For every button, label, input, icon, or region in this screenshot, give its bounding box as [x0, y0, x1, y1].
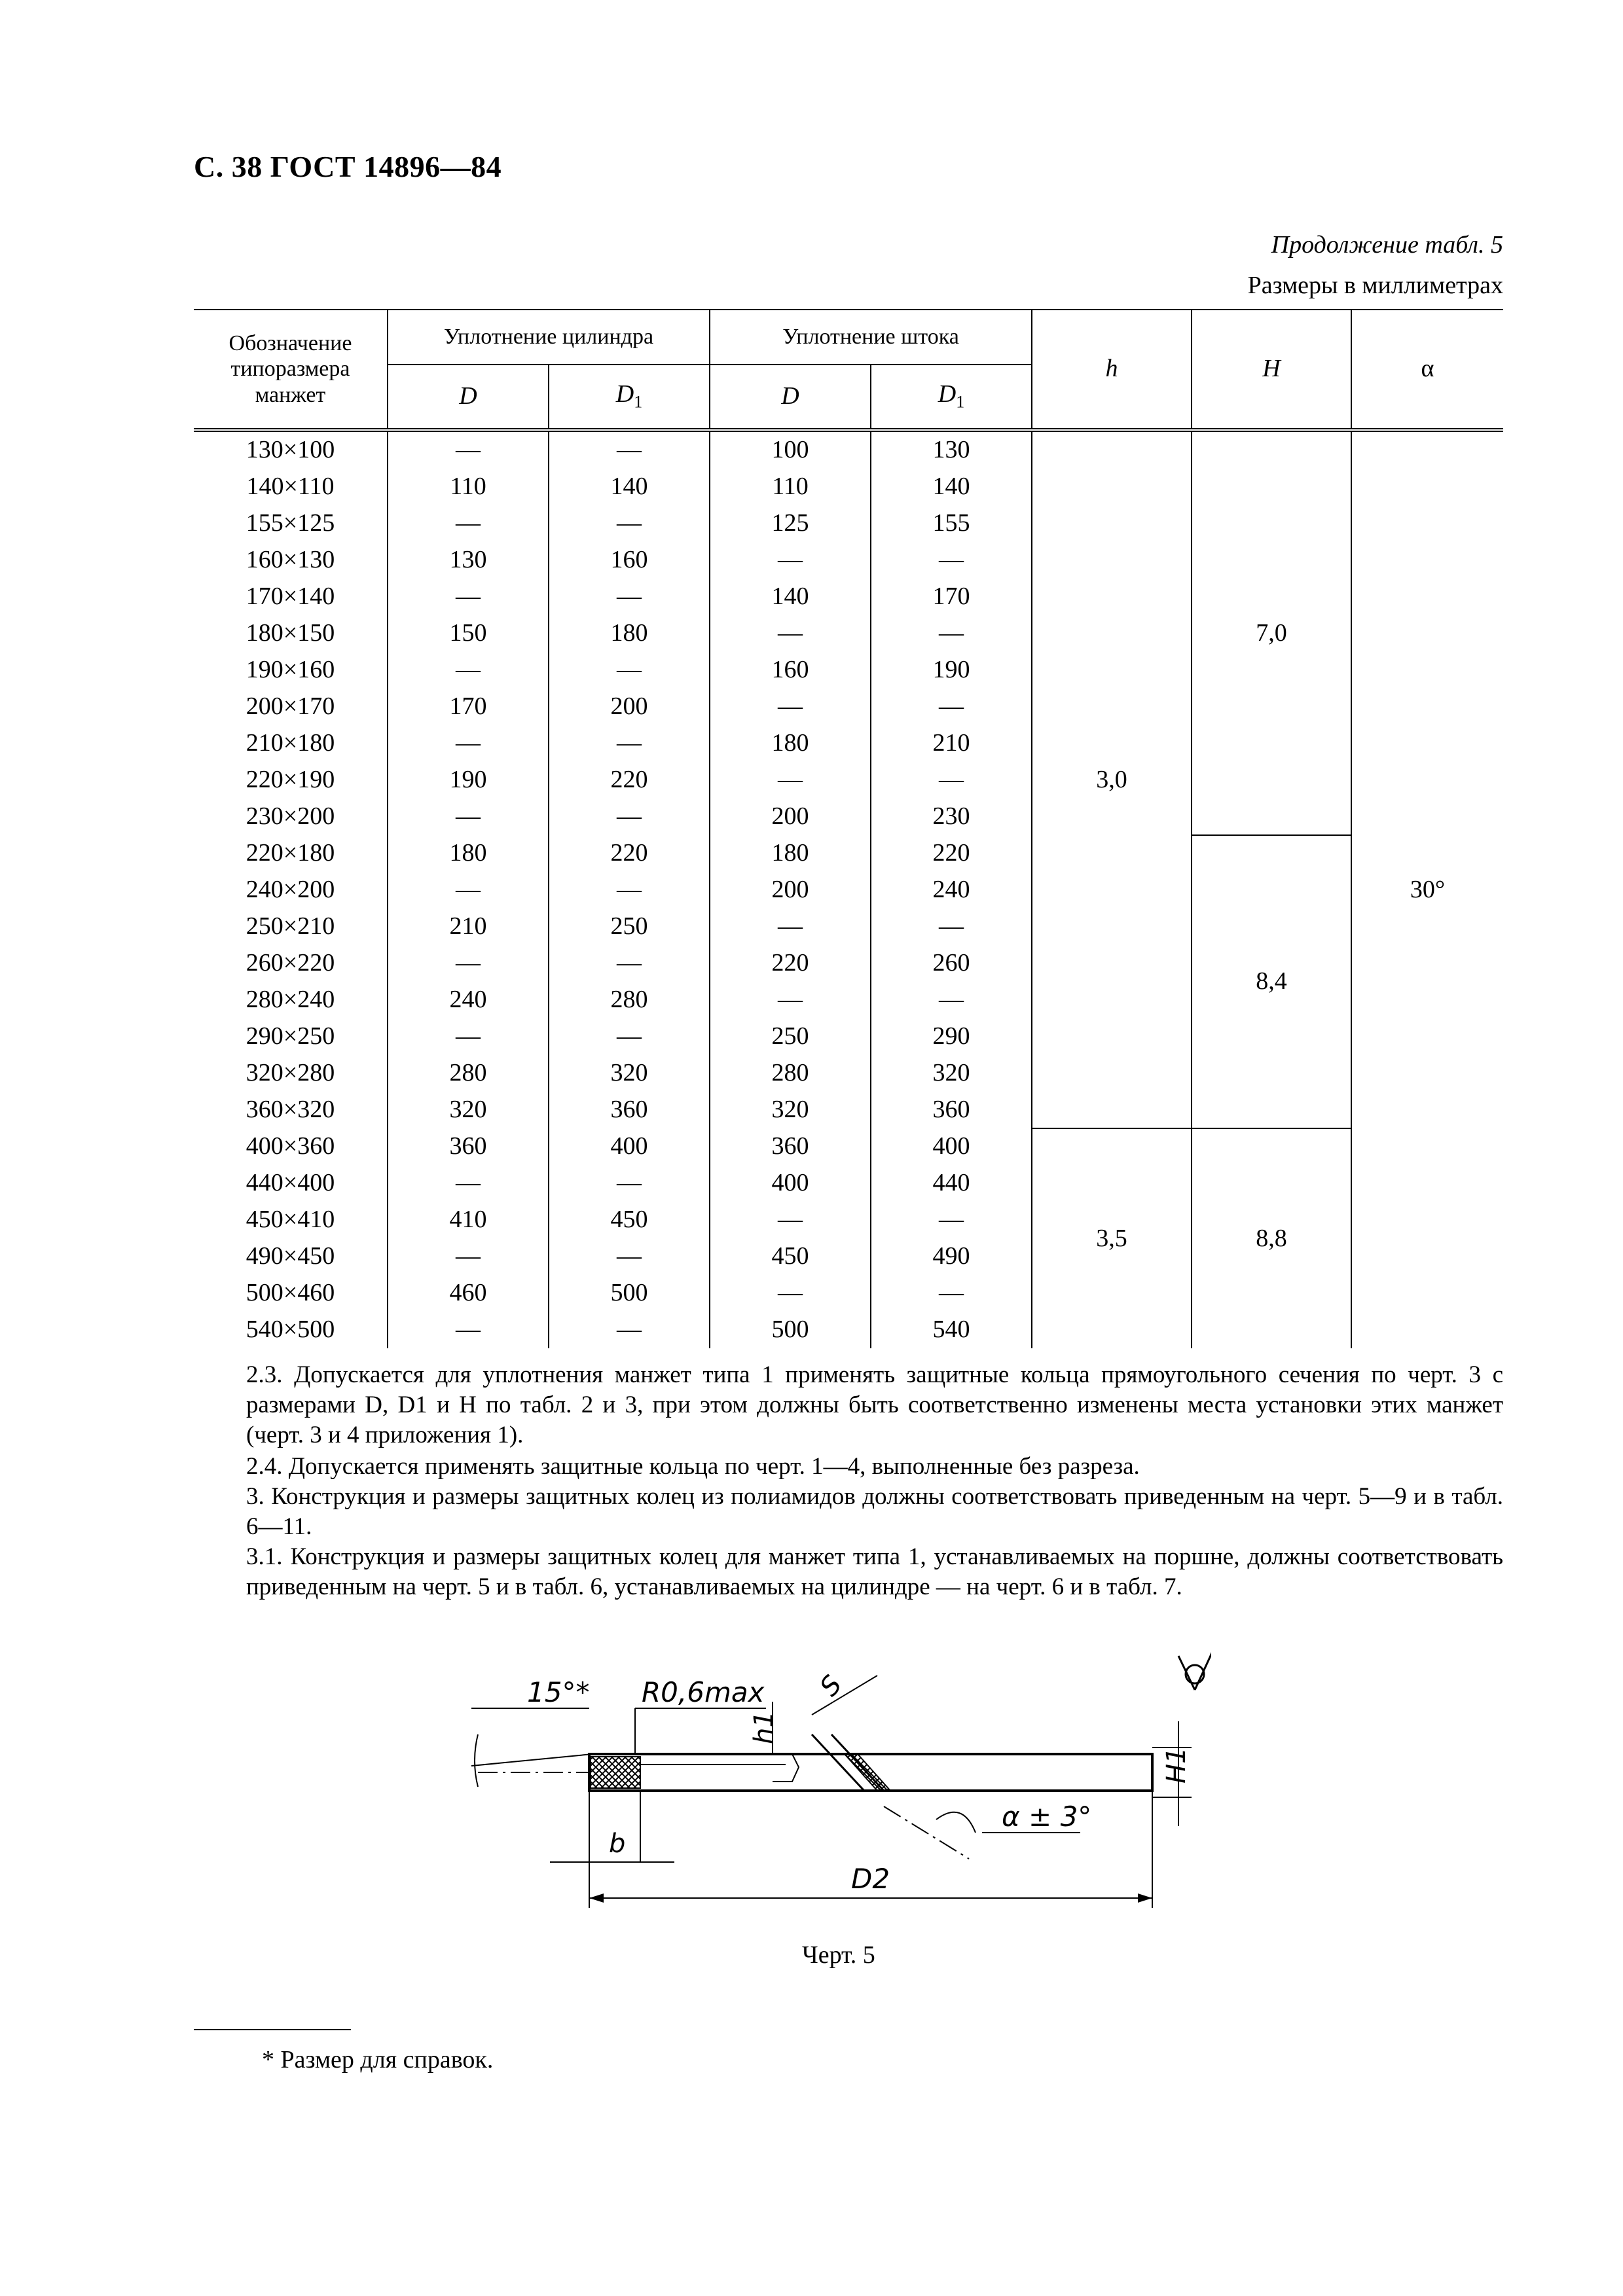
cell-alpha: 30° — [1410, 876, 1446, 904]
cell-rod-D: — — [710, 908, 871, 945]
figure-caption: Черт. 5 — [802, 1941, 875, 1969]
cell-cylinder-D1: — — [549, 1018, 710, 1055]
cell-cylinder-D1: — — [549, 430, 710, 469]
cell-cylinder-D1: 160 — [549, 542, 710, 579]
cell-rod-D1: 540 — [871, 1312, 1032, 1348]
cell-cylinder-D1: — — [549, 725, 710, 762]
cell-rod-D: 250 — [710, 1018, 871, 1055]
cell-designation: 180×150 — [194, 615, 388, 652]
cell-rod-D: 220 — [710, 945, 871, 982]
cell-cylinder-D: — — [388, 798, 549, 835]
cell-rod-D: 320 — [710, 1092, 871, 1128]
cell-cylinder-D: — — [388, 579, 549, 615]
cell-rod-D1: 400 — [871, 1128, 1032, 1165]
header-cylinder-seal: Уплотнение цилиндра — [388, 310, 710, 365]
footnote-divider — [194, 2029, 351, 2030]
cell-rod-D1: — — [871, 689, 1032, 725]
footnote: * Размер для справок. — [262, 2046, 494, 2073]
cell-cylinder-D: 320 — [388, 1092, 549, 1128]
cell-cylinder-D: 190 — [388, 762, 549, 798]
cell-cylinder-D: 180 — [388, 835, 549, 872]
cell-rod-D1: 230 — [871, 798, 1032, 835]
cell-rod-D1: 320 — [871, 1055, 1032, 1092]
cell-cylinder-D1: 400 — [549, 1128, 710, 1165]
radius-label: R0,6max — [642, 1676, 765, 1708]
cell-cylinder-D1: 250 — [549, 908, 710, 945]
cell-rod-D1: 210 — [871, 725, 1032, 762]
header-H: H — [1192, 310, 1351, 430]
cell-rod-D: — — [710, 982, 871, 1018]
cell-rod-D1: — — [871, 762, 1032, 798]
cell-rod-D: 200 — [710, 798, 871, 835]
page-title: С. 38 ГОСТ 14896—84 — [194, 150, 502, 183]
cell-rod-D1: 190 — [871, 652, 1032, 689]
cell-H-group: 8,8 — [1192, 1128, 1351, 1348]
cell-rod-D1: 490 — [871, 1238, 1032, 1275]
header-rod-seal: Уплотнение штока — [710, 310, 1032, 365]
cell-rod-D1: 240 — [871, 872, 1032, 908]
cell-H-group: 7,0 — [1192, 430, 1351, 835]
cell-designation: 500×460 — [194, 1275, 388, 1312]
H1-label: H1 — [1161, 1747, 1192, 1784]
cell-designation: 170×140 — [194, 579, 388, 615]
cell-rod-D1: — — [871, 982, 1032, 1018]
cell-cylinder-D: — — [388, 945, 549, 982]
cell-rod-D: 400 — [710, 1165, 871, 1202]
cell-cylinder-D: — — [388, 1312, 549, 1348]
cell-cylinder-D: — — [388, 1165, 549, 1202]
cell-rod-D: 180 — [710, 725, 871, 762]
cell-cylinder-D: 360 — [388, 1128, 549, 1165]
cell-cylinder-D: — — [388, 505, 549, 542]
paragraph-3: 3. Конструкция и размеры защитных колец из полиамидов должны соответствовать приведенным на черт. 5—9 и в табл. 6—11. — [246, 1483, 1503, 1540]
cell-cylinder-D: — — [388, 1238, 549, 1275]
cell-cylinder-D1: 280 — [549, 982, 710, 1018]
cell-cylinder-D: 130 — [388, 542, 549, 579]
cell-designation: 490×450 — [194, 1238, 388, 1275]
cell-designation: 320×280 — [194, 1055, 388, 1092]
cell-cylinder-D: — — [388, 1018, 549, 1055]
cell-rod-D1: — — [871, 1202, 1032, 1238]
cell-cylinder-D: — — [388, 430, 549, 469]
cell-rod-D: 110 — [710, 469, 871, 505]
cell-rod-D1: — — [871, 908, 1032, 945]
cell-cylinder-D: — — [388, 652, 549, 689]
cell-cylinder-D: — — [388, 872, 549, 908]
roughness-symbol-icon — [1178, 1640, 1211, 1690]
cell-cylinder-D: 210 — [388, 908, 549, 945]
header-cyl-D1: $D_1$ — [549, 365, 710, 430]
cell-rod-D1: 440 — [871, 1165, 1032, 1202]
ring-section — [589, 1734, 1152, 1791]
cell-designation: 440×400 — [194, 1165, 388, 1202]
angle-15-label: 15°* — [527, 1676, 590, 1708]
cell-cylinder-D1: — — [549, 945, 710, 982]
header-h: h — [1032, 310, 1192, 430]
cell-designation: 140×110 — [194, 469, 388, 505]
cell-cylinder-D1: 450 — [549, 1202, 710, 1238]
cell-designation: 155×125 — [194, 505, 388, 542]
cell-rod-D: — — [710, 1275, 871, 1312]
cell-cylinder-D: 460 — [388, 1275, 549, 1312]
cell-cylinder-D1: 180 — [549, 615, 710, 652]
cell-designation: 290×250 — [194, 1018, 388, 1055]
cell-rod-D: — — [710, 1202, 871, 1238]
cell-rod-D1: 170 — [871, 579, 1032, 615]
header-rod-D1: $D_1$ — [871, 365, 1032, 430]
cell-designation: 210×180 — [194, 725, 388, 762]
cell-cylinder-D1: 140 — [549, 469, 710, 505]
cell-rod-D1: 155 — [871, 505, 1032, 542]
cell-rod-D1: 360 — [871, 1092, 1032, 1128]
cell-cylinder-D1: — — [549, 579, 710, 615]
cell-rod-D: 180 — [710, 835, 871, 872]
cell-rod-D1: 130 — [871, 430, 1032, 469]
h1-label: h1 — [749, 1711, 779, 1744]
cell-cylinder-D1: 360 — [549, 1092, 710, 1128]
cell-rod-D: 200 — [710, 872, 871, 908]
cell-designation: 540×500 — [194, 1312, 388, 1348]
D2-label: D2 — [851, 1863, 890, 1895]
cell-designation: 400×360 — [194, 1128, 388, 1165]
cell-rod-D: 360 — [710, 1128, 871, 1165]
table-row — [194, 430, 1503, 469]
cell-cylinder-D: — — [388, 725, 549, 762]
paragraph-3-1: 3.1. Конструкция и размеры защитных колец для манжет типа 1, устанавливаемых на поршне, должны соответствовать приведенным на черт. 5 и в табл. 6, устанавливаемых на цилиндре — на черт. 6 и в табл. 7. — [246, 1543, 1503, 1600]
table-units-label: Размеры в миллиметрах — [1247, 272, 1503, 299]
cell-rod-D: — — [710, 762, 871, 798]
header-cyl-D: D — [388, 365, 549, 430]
cell-rod-D: 100 — [710, 430, 871, 469]
cell-cylinder-D1: 220 — [549, 762, 710, 798]
cell-cylinder-D1: — — [549, 1238, 710, 1275]
cell-rod-D1: 290 — [871, 1018, 1032, 1055]
cell-cylinder-D1: 200 — [549, 689, 710, 725]
header-rod-D: D — [710, 365, 871, 430]
cell-h-group: 3,0 — [1032, 430, 1192, 1128]
table-row — [194, 835, 1503, 872]
cell-rod-D: 160 — [710, 652, 871, 689]
cell-designation: 220×190 — [194, 762, 388, 798]
alpha-tolerance-label: α ± 3° — [1002, 1801, 1092, 1833]
cell-designation: 200×170 — [194, 689, 388, 725]
cell-H-group: 8,4 — [1192, 835, 1351, 1128]
header-designation: Обозначение типоразмера манжет — [194, 310, 388, 430]
cell-designation: 220×180 — [194, 835, 388, 872]
table-continuation-label: Продолжение табл. 5 — [1271, 231, 1503, 259]
cell-designation: 130×100 — [194, 430, 388, 469]
cell-rod-D: 140 — [710, 579, 871, 615]
cell-cylinder-D: 240 — [388, 982, 549, 1018]
cell-cylinder-D1: 500 — [549, 1275, 710, 1312]
header-alpha: α — [1351, 310, 1503, 430]
cell-rod-D: 450 — [710, 1238, 871, 1275]
cell-cylinder-D: 410 — [388, 1202, 549, 1238]
cell-designation: 280×240 — [194, 982, 388, 1018]
cell-designation: 160×130 — [194, 542, 388, 579]
cell-designation: 230×200 — [194, 798, 388, 835]
cell-rod-D: 500 — [710, 1312, 871, 1348]
cell-designation: 190×160 — [194, 652, 388, 689]
cell-designation: 260×220 — [194, 945, 388, 982]
cell-cylinder-D1: — — [549, 1165, 710, 1202]
cell-cylinder-D1: 320 — [549, 1055, 710, 1092]
cell-cylinder-D: 170 — [388, 689, 549, 725]
s-label: S — [814, 1670, 848, 1702]
cell-cylinder-D1: — — [549, 505, 710, 542]
cell-rod-D: — — [710, 689, 871, 725]
cell-rod-D1: — — [871, 615, 1032, 652]
cell-cylinder-D: 280 — [388, 1055, 549, 1092]
cell-cylinder-D1: — — [549, 652, 710, 689]
cell-rod-D1: — — [871, 542, 1032, 579]
cell-rod-D1: 140 — [871, 469, 1032, 505]
cell-h-group: 3,5 — [1032, 1128, 1192, 1348]
cell-cylinder-D1: 220 — [549, 835, 710, 872]
paragraph-2-4: 2.4. Допускается применять защитные кольца по черт. 1—4, выполненные без разреза. — [246, 1453, 1140, 1480]
cell-rod-D: 280 — [710, 1055, 871, 1092]
cell-rod-D1: 260 — [871, 945, 1032, 982]
cell-cylinder-D1: — — [549, 1312, 710, 1348]
cell-designation: 240×200 — [194, 872, 388, 908]
cell-rod-D: — — [710, 542, 871, 579]
cell-cylinder-D1: — — [549, 798, 710, 835]
table-row — [194, 1128, 1503, 1165]
cell-designation: 250×210 — [194, 908, 388, 945]
cell-rod-D: — — [710, 615, 871, 652]
b-label: b — [609, 1829, 626, 1859]
cell-rod-D1: — — [871, 1275, 1032, 1312]
dimensions-table — [194, 309, 1503, 1348]
cell-cylinder-D: 150 — [388, 615, 549, 652]
cell-cylinder-D1: — — [549, 872, 710, 908]
cell-designation: 360×320 — [194, 1092, 388, 1128]
cell-rod-D1: 220 — [871, 835, 1032, 872]
paragraph-2-3: 2.3. Допускается для уплотнения манжет типа 1 применять защитные кольца прямоугольного сечения по черт. 3 с размерами D, D1 и H по табл. 2 и 3, при этом должны быть соответственно изменены места установки этих манжет (черт. 3 и 4 приложения 1). — [246, 1361, 1503, 1448]
cell-rod-D: 125 — [710, 505, 871, 542]
protective-ring-drawing — [458, 1636, 1211, 1924]
cell-designation: 450×410 — [194, 1202, 388, 1238]
cell-cylinder-D: 110 — [388, 469, 549, 505]
